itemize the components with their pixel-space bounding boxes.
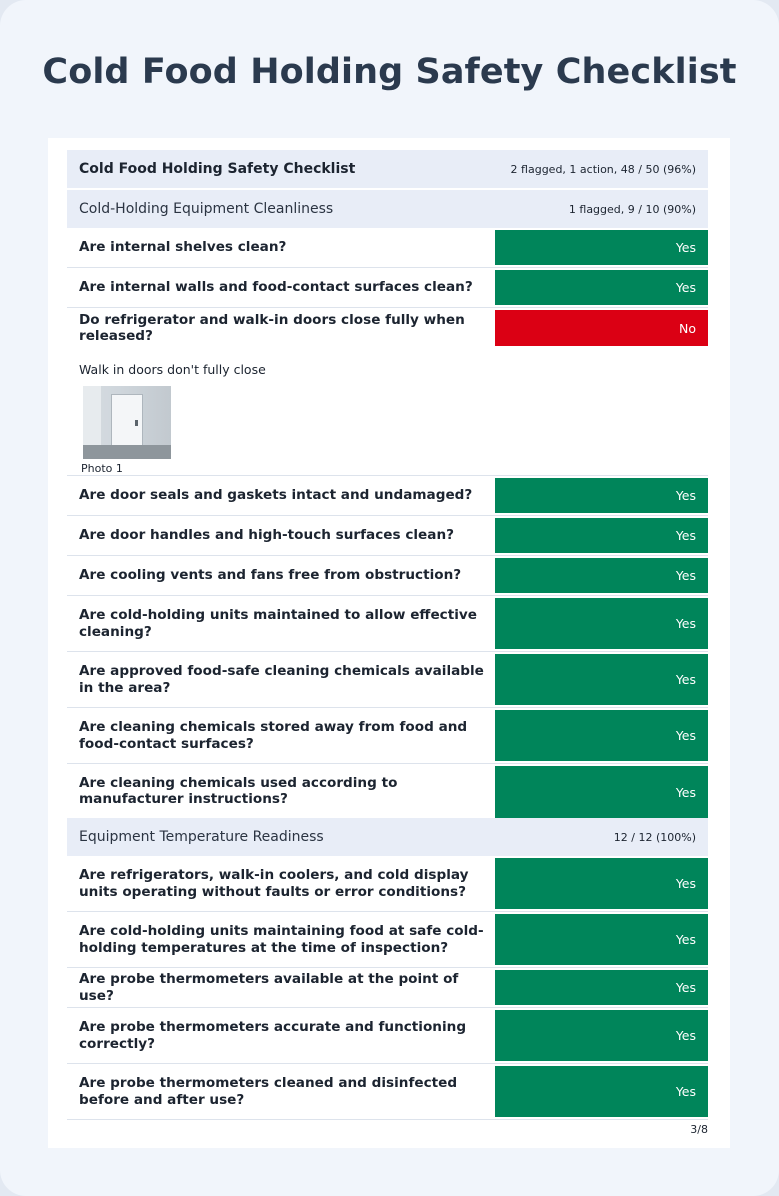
answer-yes: Yes — [495, 1010, 708, 1061]
section-header-cleanliness — [67, 190, 708, 228]
question-text: Are door handles and high-touch surfaces clean? — [79, 527, 455, 544]
checklist-table — [67, 150, 708, 1120]
page-number: 3/8 — [690, 1123, 708, 1136]
section-summary: 12 / 12 (100%) — [613, 830, 696, 844]
answer-yes: Yes — [495, 598, 708, 649]
question-row — [67, 556, 708, 596]
question-text: Are internal shelves clean? — [79, 239, 287, 256]
question-text: Do refrigerator and walk-in doors close fully when released? — [79, 312, 465, 344]
question-text: Are cold-holding units maintained to allow effective cleaning? — [79, 607, 477, 640]
question-row — [67, 228, 708, 268]
question-row — [67, 1008, 708, 1064]
question-text: Are probe thermometers accurate and functioning correctly? — [79, 1019, 467, 1052]
photo-caption: Photo 1 — [81, 462, 123, 475]
answer-yes: Yes — [495, 478, 708, 513]
answer-yes: Yes — [495, 518, 708, 553]
answer-yes: Yes — [495, 270, 708, 305]
flag-details — [67, 348, 708, 476]
question-row — [67, 856, 708, 912]
question-text: Are cooling vents and fans free from obstruction? — [79, 567, 462, 584]
section-summary: 1 flagged, 9 / 10 (90%) — [568, 202, 696, 216]
question-row — [67, 268, 708, 308]
answer-no: No — [495, 310, 708, 346]
answer-yes: Yes — [495, 710, 708, 761]
question-row — [67, 912, 708, 968]
section-title: Cold-Holding Equipment Cleanliness — [79, 201, 334, 217]
answer-yes: Yes — [495, 654, 708, 705]
section-header-temperature — [67, 818, 708, 856]
evidence-photo[interactable] — [83, 386, 171, 459]
question-row-flagged — [67, 308, 708, 348]
question-row — [67, 708, 708, 764]
checklist-header — [67, 150, 708, 188]
question-text: Are approved food-safe cleaning chemicals available in the area? — [79, 663, 484, 696]
question-text: Are door seals and gaskets intact and undamaged? — [79, 487, 473, 504]
question-row — [67, 968, 708, 1008]
question-row — [67, 476, 708, 516]
answer-yes: Yes — [495, 858, 708, 909]
question-text: Are cleaning chemicals stored away from food and food-contact surfaces? — [79, 719, 468, 752]
question-text: Are probe thermometers available at the point of use? — [79, 971, 459, 1004]
page-title: Cold Food Holding Safety Checklist — [42, 52, 737, 92]
question-text: Are cold-holding units maintaining food at safe cold-holding temperatures at the time of inspection? — [79, 923, 484, 956]
question-row — [67, 596, 708, 652]
checklist-summary: 2 flagged, 1 action, 48 / 50 (96%) — [510, 162, 696, 176]
question-text: Are refrigerators, walk-in coolers, and cold display units operating without faults or error conditions? — [79, 867, 469, 900]
question-text: Are internal walls and food-contact surfaces clean? — [79, 279, 473, 296]
question-row — [67, 764, 708, 818]
report-page — [48, 138, 730, 1148]
question-row — [67, 652, 708, 708]
answer-yes: Yes — [495, 970, 708, 1005]
section-title: Equipment Temperature Readiness — [79, 829, 324, 845]
answer-yes: Yes — [495, 1066, 708, 1117]
answer-yes: Yes — [495, 766, 708, 818]
question-row — [67, 1064, 708, 1120]
answer-yes: Yes — [495, 914, 708, 965]
flag-note: Walk in doors don't fully close — [79, 362, 266, 377]
question-text: Are probe thermometers cleaned and disinfected before and after use? — [79, 1075, 458, 1108]
checklist-title: Cold Food Holding Safety Checklist — [79, 161, 356, 177]
answer-yes: Yes — [495, 558, 708, 593]
question-text: Are cleaning chemicals used according to manufacturer instructions? — [79, 774, 398, 807]
answer-yes: Yes — [495, 230, 708, 265]
question-row — [67, 516, 708, 556]
